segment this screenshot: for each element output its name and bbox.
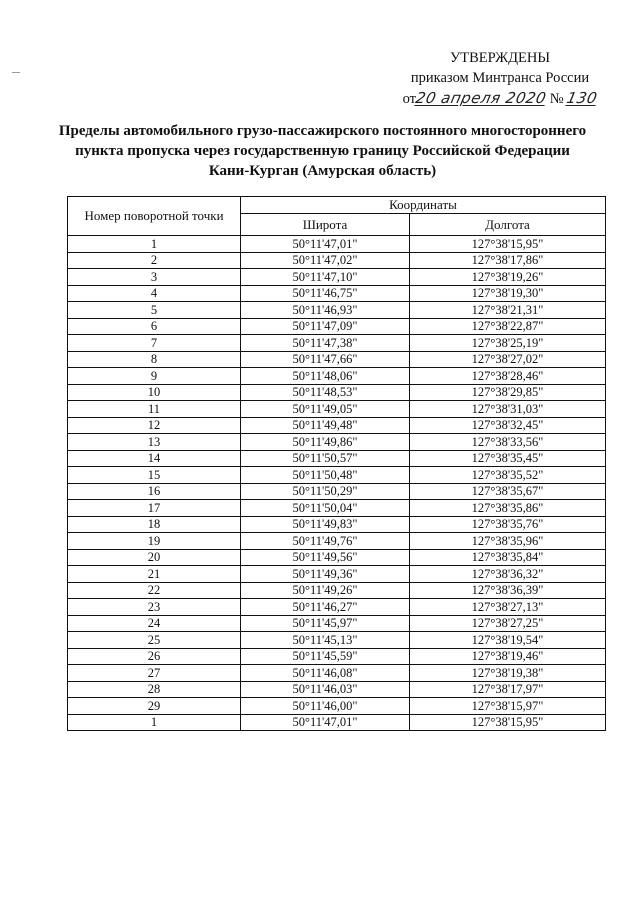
cell-longitude: 127°38'27,25" bbox=[410, 615, 606, 632]
cell-point-number: 13 bbox=[68, 434, 241, 451]
table-row bbox=[68, 648, 606, 665]
cell-longitude: 127°38'29,85" bbox=[410, 384, 606, 401]
cell-longitude: 127°38'31,03" bbox=[410, 401, 606, 418]
table-row bbox=[68, 566, 606, 583]
cell-longitude: 127°38'21,31" bbox=[410, 302, 606, 319]
cell-point-number: 23 bbox=[68, 599, 241, 616]
table-row bbox=[68, 252, 606, 269]
cell-latitude: 50°11'46,00" bbox=[241, 698, 410, 715]
table-row bbox=[68, 599, 606, 616]
cell-longitude: 127°38'32,45" bbox=[410, 417, 606, 434]
number-prefix: № bbox=[549, 91, 564, 107]
cell-point-number: 20 bbox=[68, 549, 241, 566]
cell-point-number: 5 bbox=[68, 302, 241, 319]
cell-latitude: 50°11'50,48" bbox=[241, 467, 410, 484]
table-row bbox=[68, 335, 606, 352]
handwritten-date: 20 апреля 2020 bbox=[414, 89, 549, 107]
cell-point-number: 18 bbox=[68, 516, 241, 533]
table-row bbox=[68, 450, 606, 467]
approval-order-line: приказом Минтранса России bbox=[410, 70, 590, 86]
handwritten-number: 130 bbox=[565, 89, 600, 107]
cell-point-number: 7 bbox=[68, 335, 241, 352]
table-row bbox=[68, 698, 606, 715]
cell-longitude: 127°38'15,97" bbox=[410, 698, 606, 715]
table-row bbox=[68, 500, 606, 517]
cell-longitude: 127°38'15,95" bbox=[410, 236, 606, 253]
cell-latitude: 50°11'49,56" bbox=[241, 549, 410, 566]
title-line-2: пункта пропуска через государственную границу Российской Федерации bbox=[75, 143, 570, 159]
document-title bbox=[40, 121, 605, 181]
cell-point-number: 1 bbox=[68, 714, 241, 731]
cell-point-number: 21 bbox=[68, 566, 241, 583]
cell-latitude: 50°11'45,59" bbox=[241, 648, 410, 665]
table-row bbox=[68, 417, 606, 434]
cell-latitude: 50°11'47,09" bbox=[241, 318, 410, 335]
header-latitude: Широта bbox=[241, 214, 410, 236]
cell-point-number: 29 bbox=[68, 698, 241, 715]
table-row bbox=[68, 516, 606, 533]
cell-latitude: 50°11'50,04" bbox=[241, 500, 410, 517]
cell-longitude: 127°38'35,86" bbox=[410, 500, 606, 517]
cell-latitude: 50°11'49,86" bbox=[241, 434, 410, 451]
cell-latitude: 50°11'49,76" bbox=[241, 533, 410, 550]
cell-latitude: 50°11'48,53" bbox=[241, 384, 410, 401]
cell-latitude: 50°11'46,27" bbox=[241, 599, 410, 616]
cell-longitude: 127°38'35,96" bbox=[410, 533, 606, 550]
margin-mark bbox=[12, 72, 20, 73]
cell-latitude: 50°11'47,66" bbox=[241, 351, 410, 368]
cell-latitude: 50°11'47,01" bbox=[241, 714, 410, 731]
cell-point-number: 2 bbox=[68, 252, 241, 269]
table-row bbox=[68, 467, 606, 484]
table-row bbox=[68, 434, 606, 451]
title-line-3: Кани-Курган (Амурская область) bbox=[208, 163, 437, 179]
cell-latitude: 50°11'45,97" bbox=[241, 615, 410, 632]
cell-point-number: 27 bbox=[68, 665, 241, 682]
cell-longitude: 127°38'19,46" bbox=[410, 648, 606, 665]
approval-date-line bbox=[380, 88, 620, 109]
cell-latitude: 50°11'49,36" bbox=[241, 566, 410, 583]
cell-point-number: 25 bbox=[68, 632, 241, 649]
table-row bbox=[68, 483, 606, 500]
cell-longitude: 127°38'35,45" bbox=[410, 450, 606, 467]
cell-point-number: 24 bbox=[68, 615, 241, 632]
cell-point-number: 15 bbox=[68, 467, 241, 484]
cell-point-number: 11 bbox=[68, 401, 241, 418]
table-row bbox=[68, 302, 606, 319]
cell-longitude: 127°38'15,95" bbox=[410, 714, 606, 731]
cell-latitude: 50°11'46,93" bbox=[241, 302, 410, 319]
cell-longitude: 127°38'19,54" bbox=[410, 632, 606, 649]
cell-longitude: 127°38'35,52" bbox=[410, 467, 606, 484]
table-row bbox=[68, 236, 606, 253]
table-row bbox=[68, 351, 606, 368]
cell-longitude: 127°38'19,38" bbox=[410, 665, 606, 682]
table-row bbox=[68, 714, 606, 731]
cell-longitude: 127°38'33,56" bbox=[410, 434, 606, 451]
cell-latitude: 50°11'48,06" bbox=[241, 368, 410, 385]
header-coordinates: Координаты bbox=[241, 197, 606, 214]
cell-latitude: 50°11'46,03" bbox=[241, 681, 410, 698]
table-row bbox=[68, 549, 606, 566]
cell-point-number: 6 bbox=[68, 318, 241, 335]
cell-point-number: 17 bbox=[68, 500, 241, 517]
table-row bbox=[68, 665, 606, 682]
cell-latitude: 50°11'47,01" bbox=[241, 236, 410, 253]
cell-latitude: 50°11'49,26" bbox=[241, 582, 410, 599]
cell-latitude: 50°11'50,57" bbox=[241, 450, 410, 467]
date-prefix: от bbox=[402, 91, 416, 107]
table-row bbox=[68, 582, 606, 599]
cell-longitude: 127°38'28,46" bbox=[410, 368, 606, 385]
table-row bbox=[68, 285, 606, 302]
coordinates-table-wrap bbox=[67, 196, 606, 731]
table-body bbox=[68, 236, 606, 731]
header-point-number: Номер поворотной точки bbox=[68, 197, 241, 236]
cell-latitude: 50°11'47,10" bbox=[241, 269, 410, 286]
table-row bbox=[68, 533, 606, 550]
table-row bbox=[68, 615, 606, 632]
cell-longitude: 127°38'27,02" bbox=[410, 351, 606, 368]
approval-heading: УТВЕРЖДЕНЫ bbox=[449, 50, 551, 66]
table-row bbox=[68, 269, 606, 286]
title-line-1: Пределы автомобильного грузо-пассажирского постоянного многостороннего bbox=[58, 123, 587, 139]
cell-latitude: 50°11'47,02" bbox=[241, 252, 410, 269]
cell-longitude: 127°38'36,32" bbox=[410, 566, 606, 583]
cell-longitude: 127°38'35,67" bbox=[410, 483, 606, 500]
table-row bbox=[68, 401, 606, 418]
cell-longitude: 127°38'22,87" bbox=[410, 318, 606, 335]
cell-point-number: 1 bbox=[68, 236, 241, 253]
coordinates-table bbox=[67, 196, 606, 731]
cell-point-number: 9 bbox=[68, 368, 241, 385]
table-row bbox=[68, 368, 606, 385]
table-row bbox=[68, 318, 606, 335]
cell-longitude: 127°38'25,19" bbox=[410, 335, 606, 352]
cell-latitude: 50°11'46,08" bbox=[241, 665, 410, 682]
cell-latitude: 50°11'49,48" bbox=[241, 417, 410, 434]
header-longitude: Долгота bbox=[410, 214, 606, 236]
table-row bbox=[68, 681, 606, 698]
cell-longitude: 127°38'19,26" bbox=[410, 269, 606, 286]
cell-point-number: 22 bbox=[68, 582, 241, 599]
cell-point-number: 8 bbox=[68, 351, 241, 368]
cell-longitude: 127°38'17,97" bbox=[410, 681, 606, 698]
cell-point-number: 12 bbox=[68, 417, 241, 434]
cell-point-number: 19 bbox=[68, 533, 241, 550]
cell-point-number: 14 bbox=[68, 450, 241, 467]
cell-longitude: 127°38'36,39" bbox=[410, 582, 606, 599]
table-row bbox=[68, 632, 606, 649]
cell-point-number: 4 bbox=[68, 285, 241, 302]
cell-latitude: 50°11'46,75" bbox=[241, 285, 410, 302]
cell-longitude: 127°38'35,84" bbox=[410, 549, 606, 566]
cell-longitude: 127°38'27,13" bbox=[410, 599, 606, 616]
cell-point-number: 26 bbox=[68, 648, 241, 665]
cell-longitude: 127°38'19,30" bbox=[410, 285, 606, 302]
cell-latitude: 50°11'45,13" bbox=[241, 632, 410, 649]
cell-longitude: 127°38'35,76" bbox=[410, 516, 606, 533]
cell-latitude: 50°11'49,05" bbox=[241, 401, 410, 418]
cell-latitude: 50°11'50,29" bbox=[241, 483, 410, 500]
cell-latitude: 50°11'49,83" bbox=[241, 516, 410, 533]
cell-point-number: 28 bbox=[68, 681, 241, 698]
cell-point-number: 10 bbox=[68, 384, 241, 401]
approval-stamp bbox=[380, 48, 620, 109]
table-row bbox=[68, 384, 606, 401]
cell-point-number: 16 bbox=[68, 483, 241, 500]
cell-latitude: 50°11'47,38" bbox=[241, 335, 410, 352]
cell-longitude: 127°38'17,86" bbox=[410, 252, 606, 269]
cell-point-number: 3 bbox=[68, 269, 241, 286]
